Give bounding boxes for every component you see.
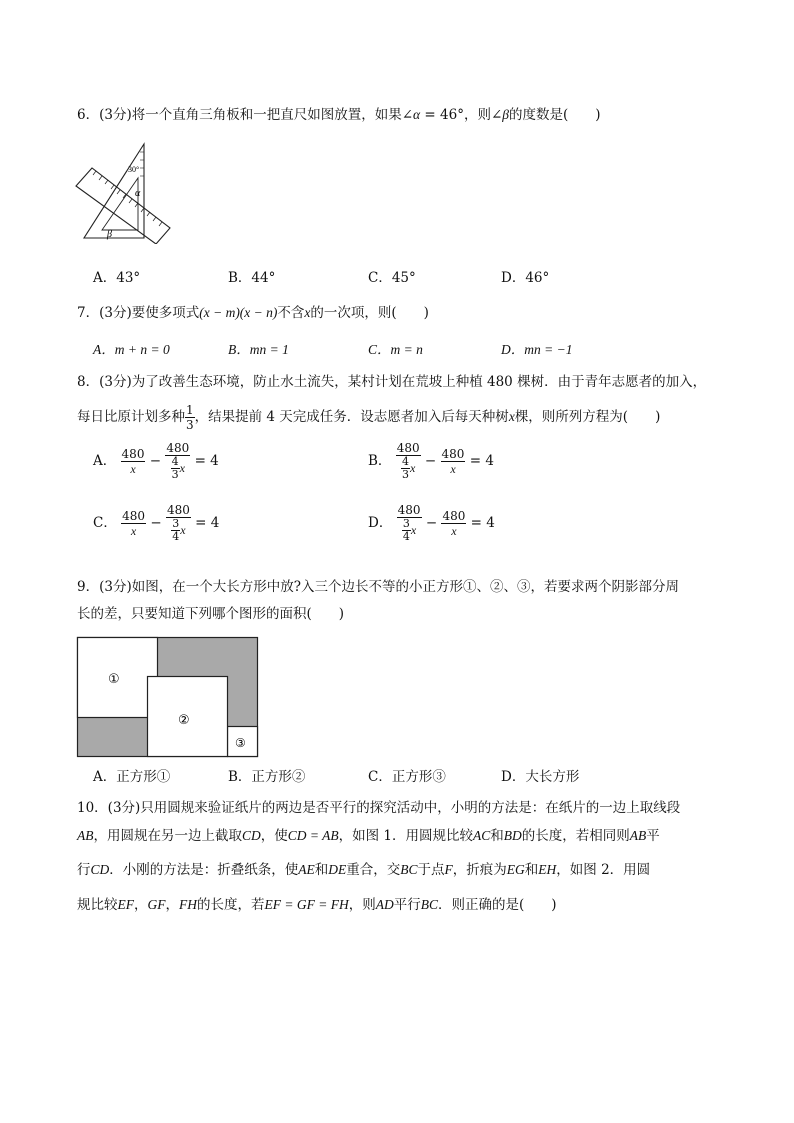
label-1: ①: [108, 672, 120, 687]
q8-option-a[interactable]: A． $\frac{480}{x}$ − 480 $\frac{4}{3}$ x = 4: [93, 441, 219, 481]
alpha-label: α: [135, 188, 141, 199]
q7-number: 7．(3分): [77, 305, 132, 321]
option-a[interactable]: A．正方形①: [93, 769, 171, 785]
option-c[interactable]: C．正方形③: [368, 769, 446, 785]
ruler: [76, 168, 170, 244]
option-c[interactable]: C．m = n: [368, 342, 423, 357]
q9-line-1: 9．(3分)如图，在一个大长方形中放?入三个边长不等的小正方形①、②、③，若要求两个阴影部分周: [77, 579, 679, 595]
label-2: ②: [178, 713, 190, 728]
q10-line-3: 行CD．小刚的方法是：折叠纸条，使AE和DE重合，交BC于点F，折痕为EG和EH，如图 2．用圆: [77, 862, 651, 878]
q9-figure: [76, 636, 260, 760]
label-3: ③: [235, 736, 246, 750]
q6-stem: 6．(3分)将一个直角三角板和一把直尺如图放置，如果∠α = 46°，则∠β的度数是( ): [77, 107, 601, 123]
q8-line-2: 每日比原计划多种 $\frac{1}{3}$ ，结果提前 4 天完成任务．设志愿者加入后每天种树x棵，则所列方程为( ): [77, 403, 661, 432]
fraction-one-third: $\frac{1}{3}$: [186, 403, 194, 432]
q10-number: 10．(3分): [77, 800, 141, 816]
q10-line-2: AB，用圆规在另一边上截取CD，使CD = AB，如图 1．用圆规比较AC和BD的长度，若相同则AB平: [77, 828, 660, 844]
q9-number: 9．(3分): [77, 579, 132, 595]
q8-number: 8．(3分): [77, 374, 132, 390]
option-d[interactable]: D．46°: [501, 270, 550, 286]
set-square-inner: [102, 178, 138, 230]
option-c[interactable]: C．45°: [368, 270, 416, 286]
option-a[interactable]: A．43°: [93, 270, 141, 286]
ruler-ticks: [93, 171, 162, 226]
option-d[interactable]: D．大长方形: [501, 769, 580, 785]
q6-figure: [72, 140, 172, 244]
beta-label: β: [107, 229, 112, 240]
option-b[interactable]: B．44°: [228, 270, 276, 286]
q8-option-c[interactable]: C． $\frac{480}{x}$ − 480 $\frac{3}{4}$ x = 4: [93, 503, 220, 543]
option-a[interactable]: A．m + n = 0: [93, 342, 170, 357]
q7-stem: 7．(3分)要使多项式(x − m)(x − n)不含x的一次项，则( ): [77, 305, 429, 321]
option-b[interactable]: B．mn = 1: [228, 342, 289, 357]
q9-line-2: 长的差，只要知道下列哪个图形的面积( ): [77, 606, 345, 622]
q6-number: 6．(3分): [77, 107, 132, 123]
q8-line-1: 8．(3分)为了改善生态环境，防止水土流失，某村计划在荒坡上种植 480 棵树．由于青年志愿者的加入，: [77, 374, 707, 390]
angle-30-label: 30°: [128, 165, 140, 174]
q10-line-1: 10．(3分)只用圆规来验证纸片的两边是否平行的探究活动中，小明的方法是：在纸片的一边上取线段: [77, 800, 681, 816]
q8-option-b[interactable]: B． 480 $\frac{4}{3}$ x − $\frac{480}{x}$ = 4: [368, 441, 494, 481]
q8-option-d[interactable]: D． 480 $\frac{3}{4}$ x − $\frac{480}{x}$ = 4: [368, 503, 495, 543]
option-d[interactable]: D．mn = −1: [501, 342, 573, 357]
option-b[interactable]: B．正方形②: [228, 769, 306, 785]
tri-ticks: [140, 152, 144, 176]
q10-line-4: 规比较EF，GF，FH的长度，若EF = GF = FH，则AD平行BC．则正确的是( ): [77, 897, 557, 913]
